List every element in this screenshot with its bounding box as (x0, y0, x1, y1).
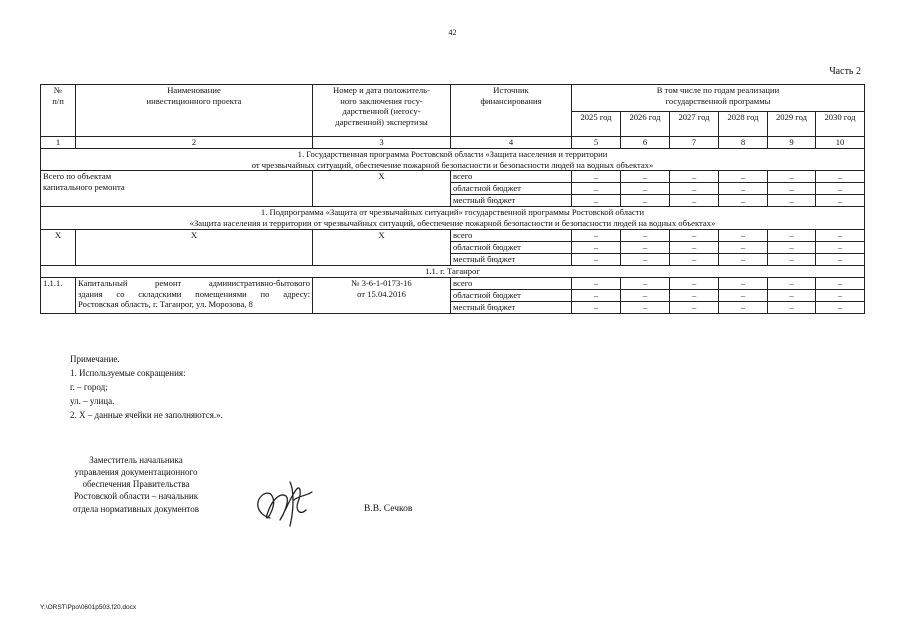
value-cell: – (768, 301, 816, 313)
value-cell: – (768, 277, 816, 289)
value-cell: – (768, 241, 816, 253)
project-name: Капитальный ремонт административно-бытового здания со складскими помещениями по адресу: Ростовская область, г. Таганрог, ул. Морозова, 8 (76, 277, 313, 313)
value-cell: – (670, 277, 719, 289)
index-cell: 3 (313, 137, 451, 149)
value-cell: – (719, 195, 768, 207)
note-line: 2. X – данные ячейки не заполняются.». (70, 409, 223, 420)
value-cell: – (621, 171, 670, 183)
value-cell: – (816, 183, 865, 195)
index-cell: 10 (816, 137, 865, 149)
header-funding-source: Источник финансирования (451, 85, 572, 137)
index-cell: 4 (451, 137, 572, 149)
value-cell: – (670, 183, 719, 195)
value-cell: – (572, 171, 621, 183)
header-years-group: В том числе по годам реализации государственной программы (572, 85, 865, 112)
index-cell: 6 (621, 137, 670, 149)
value-cell: – (768, 289, 816, 301)
subprogram-title: 1. Подпрограмма «Защита от чрезвычайных ситуаций» государственной программы Ростовской области «Защита населения и территории от чрезвычайных ситуаций, обеспечение пожарной безопасности и безопасности людей на водных объектах» (41, 207, 865, 229)
index-cell: 2 (76, 137, 313, 149)
page-number: 42 (448, 28, 457, 37)
index-cell: 8 (719, 137, 768, 149)
value-cell: – (719, 183, 768, 195)
header-year: 2027 год (670, 112, 719, 137)
value-cell: – (816, 301, 865, 313)
funding-source: местный бюджет (451, 195, 572, 207)
value-cell: – (719, 301, 768, 313)
value-cell: – (670, 229, 719, 241)
investment-projects-table (40, 84, 865, 314)
value-cell: – (670, 301, 719, 313)
header-project-name: Наименование инвестиционного проекта (76, 85, 313, 137)
header-year: 2028 год (719, 112, 768, 137)
value-cell: – (572, 183, 621, 195)
value-cell: – (670, 241, 719, 253)
value-cell: – (719, 171, 768, 183)
value-cell: – (768, 195, 816, 207)
funding-source: областной бюджет (451, 289, 572, 301)
funding-source: местный бюджет (451, 253, 572, 265)
value-cell: – (670, 171, 719, 183)
value-cell: – (816, 171, 865, 183)
funding-source: всего (451, 229, 572, 241)
total-name: Всего по объектам капитального ремонта (41, 171, 313, 207)
value-cell: – (719, 229, 768, 241)
sub-number: X (41, 229, 76, 265)
header-number: № п/п (41, 85, 76, 137)
funding-source: всего (451, 171, 572, 183)
value-cell: – (670, 195, 719, 207)
value-cell: – (572, 241, 621, 253)
value-cell: – (816, 195, 865, 207)
index-cell: 7 (670, 137, 719, 149)
value-cell: – (621, 289, 670, 301)
header-year: 2025 год (572, 112, 621, 137)
index-cell: 9 (768, 137, 816, 149)
value-cell: – (719, 253, 768, 265)
value-cell: – (572, 195, 621, 207)
signer-position: Заместитель начальника управления документационного обеспечения Правительства Ростовской области – начальник отдела нормативных документов (73, 455, 199, 514)
value-cell: – (816, 289, 865, 301)
sub-expertise: X (313, 229, 451, 265)
signer-name: В.В. Сечков (364, 504, 413, 514)
city-title: 1.1. г. Таганрог (41, 265, 865, 277)
file-path: Y:\ORST\Ppo\0601p503.f20.docx (40, 604, 137, 611)
total-expertise: X (313, 171, 451, 207)
value-cell: – (816, 253, 865, 265)
header-expertise: Номер и дата положитель- ного заключения госу- дарственной (негосу- дарственной) экспертизы (313, 85, 451, 137)
value-cell: – (816, 229, 865, 241)
header-year: 2030 год (816, 112, 865, 137)
funding-source: местный бюджет (451, 301, 572, 313)
value-cell: – (621, 253, 670, 265)
value-cell: – (572, 277, 621, 289)
value-cell: – (670, 289, 719, 301)
value-cell: – (621, 301, 670, 313)
notes (70, 353, 223, 423)
note-heading: Примечание. (70, 354, 120, 364)
program-title: 1. Государственная программа Ростовской области «Защита населения и территории от чрезвычайных ситуаций, обеспечение пожарной безопасности и безопасности людей на водных объектах» (41, 149, 865, 171)
value-cell: – (621, 183, 670, 195)
value-cell: – (768, 253, 816, 265)
funding-source: областной бюджет (451, 241, 572, 253)
value-cell: – (768, 183, 816, 195)
value-cell: – (572, 289, 621, 301)
value-cell: – (621, 229, 670, 241)
project-number: 1.1.1. (41, 277, 76, 313)
value-cell: – (816, 241, 865, 253)
value-cell: – (621, 241, 670, 253)
value-cell: – (621, 277, 670, 289)
header-year: 2026 год (621, 112, 670, 137)
value-cell: – (816, 277, 865, 289)
value-cell: – (572, 253, 621, 265)
value-cell: – (572, 301, 621, 313)
value-cell: – (768, 171, 816, 183)
handwritten-signature (250, 470, 322, 532)
value-cell: – (719, 241, 768, 253)
value-cell: – (719, 289, 768, 301)
funding-source: областной бюджет (451, 183, 572, 195)
index-cell: 5 (572, 137, 621, 149)
value-cell: – (621, 195, 670, 207)
index-cell: 1 (41, 137, 76, 149)
value-cell: – (670, 253, 719, 265)
part-label: Часть 2 (829, 66, 861, 77)
sub-name: X (76, 229, 313, 265)
note-line: г. – город; (70, 381, 108, 392)
header-year: 2029 год (768, 112, 816, 137)
funding-source: всего (451, 277, 572, 289)
value-cell: – (768, 229, 816, 241)
value-cell: – (719, 277, 768, 289)
note-line: ул. – улица. (70, 395, 115, 406)
note-line: 1. Используемые сокращения: (70, 367, 186, 378)
value-cell: – (572, 229, 621, 241)
project-expertise: № 3-6-1-0173-16 от 15.04.2016 (313, 277, 451, 313)
